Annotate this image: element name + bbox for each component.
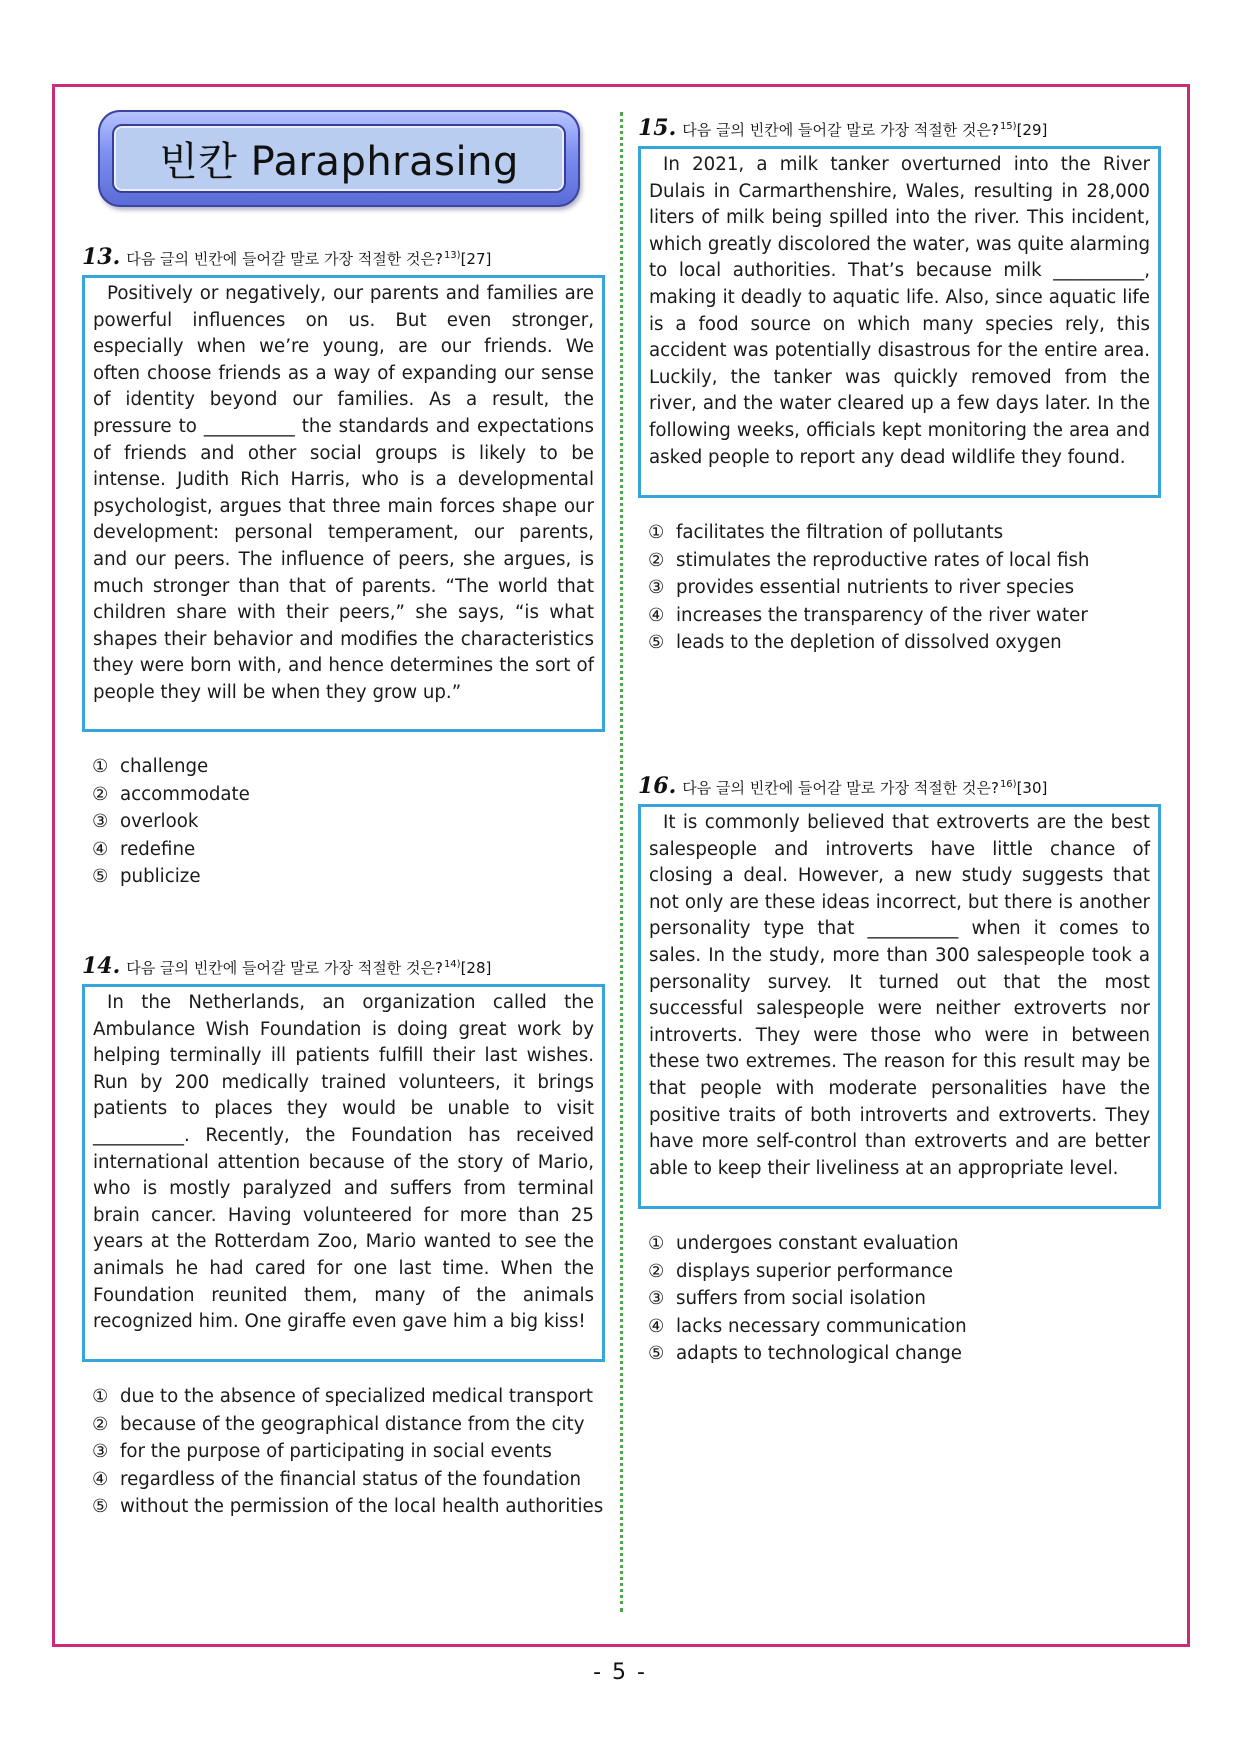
choice-text: without the permission of the local health authorities [120, 1496, 604, 1518]
answer-choice[interactable] [92, 753, 605, 781]
choice-text: undergoes constant evaluation [676, 1233, 959, 1254]
choice-marker: ④ [648, 604, 665, 626]
answer-choice[interactable] [92, 1383, 605, 1411]
question-13-choices [92, 753, 605, 891]
answer-choice[interactable] [648, 1258, 1161, 1286]
question-source: [29] [1016, 121, 1048, 139]
choice-marker: ③ [92, 811, 109, 833]
answer-choice[interactable] [92, 1411, 605, 1439]
question-source: [27] [460, 250, 492, 268]
choice-marker: ④ [92, 838, 109, 860]
answer-choice[interactable] [648, 629, 1161, 657]
question-number: 14. [82, 953, 121, 979]
choice-text: provides essential nutrients to river species [676, 577, 1075, 599]
answer-choice[interactable] [92, 1438, 605, 1466]
section-title: 빈칸 Paraphrasing [159, 139, 519, 185]
choice-text: facilitates the filtration of pollutants [676, 522, 1004, 543]
answer-choice[interactable] [92, 863, 605, 891]
answer-choice[interactable] [92, 836, 605, 864]
choice-marker: ⑤ [648, 1343, 665, 1365]
choice-text: because of the geographical distance from the city [120, 1413, 585, 1435]
choice-text: suffers from social isolation [676, 1288, 926, 1310]
section-banner [98, 110, 580, 207]
answer-choice[interactable] [92, 808, 605, 836]
question-prompt: 다음 글의 빈칸에 들어갈 말로 가장 적절한 것은?$^{14)}$[28] [126, 959, 492, 977]
question-source: [28] [460, 959, 492, 977]
question-14-passage: In the Netherlands, an organization called the Ambulance Wish Foundation is doing great work by helping terminally ill patients fulfill their last wishes. Run by 200 medically trained volunteers, it brings patients to places they would be unable to visit __________. Recently, the Foundation has received international attention because of the story of Mario, who is mostly paralyzed and suffers from terminal brain cancer. Having volunteered for more than 25 years at the Rotterdam Zoo, Mario wanted to see the animals he had cared for one last time. When the Foundation reunited them, many of the animals recognized him. One giraffe even gave him a big kiss! [82, 984, 605, 1362]
answer-choice[interactable] [648, 1230, 1161, 1258]
question-16-choices [648, 1230, 1161, 1368]
choice-marker: ③ [648, 577, 665, 599]
choice-text: publicize [120, 866, 201, 888]
choice-text: for the purpose of participating in social events [120, 1441, 552, 1463]
choice-marker: ③ [648, 1288, 665, 1310]
choice-text: challenge [120, 756, 209, 777]
footnote-ref: 15) [999, 121, 1017, 132]
choice-marker: ① [92, 1386, 109, 1407]
choice-marker: ② [92, 783, 109, 805]
choice-text: lacks necessary communication [676, 1315, 967, 1337]
question-16-header [638, 773, 1047, 799]
question-prompt: 다음 글의 빈칸에 들어갈 말로 가장 적절한 것은?$^{16)}$[30] [682, 779, 1048, 797]
choice-marker: ⑤ [648, 632, 665, 654]
question-source: [30] [1016, 779, 1048, 797]
answer-choice[interactable] [648, 602, 1161, 630]
choice-text: leads to the depletion of dissolved oxygen [676, 632, 1062, 654]
choice-marker: ⑤ [92, 866, 109, 888]
question-prompt: 다음 글의 빈칸에 들어갈 말로 가장 적절한 것은?$^{13)}$[27] [126, 250, 492, 268]
answer-choice[interactable] [648, 574, 1161, 602]
question-13-header [82, 244, 491, 270]
choice-marker: ① [648, 522, 665, 543]
column-divider [620, 112, 623, 1612]
question-15-header [638, 115, 1047, 141]
question-14-choices [92, 1383, 605, 1521]
choice-marker: ④ [92, 1468, 109, 1490]
choice-marker: ① [92, 756, 109, 777]
footnote-ref: 14) [443, 959, 461, 970]
answer-choice[interactable] [648, 1340, 1161, 1368]
choice-text: accommodate [120, 783, 250, 805]
choice-marker: ⑤ [92, 1496, 109, 1518]
question-13-passage: Positively or negatively, our parents and families are powerful influences on us. But even stronger, especially when we’re young, are our friends. We often choose friends as a way of expanding our sense of identity beyond our families. As a result, the pressure to __________ the standards and expectations of friends and other social groups is likely to be intense. Judith Rich Harris, who is a developmental psychologist, argues that three main forces shape our development: personal temperament, our parents, and our peers. The influence of peers, she argues, is much stronger than that of parents. “The world that children share with their peers,” she says, “is what shapes their behavior and modifies the characteristics they were born with, and hence determines the sort of people they will be when they grow up.” [82, 275, 605, 732]
footnote-ref: 16) [999, 779, 1017, 790]
choice-text: displays superior performance [676, 1260, 953, 1282]
choice-text: redefine [120, 838, 196, 860]
answer-choice[interactable] [92, 781, 605, 809]
answer-choice[interactable] [648, 1313, 1161, 1341]
answer-choice[interactable] [648, 519, 1161, 547]
choice-marker: ① [648, 1233, 665, 1254]
question-14-header [82, 953, 491, 979]
question-number: 15. [638, 115, 677, 141]
question-15-passage: In 2021, a milk tanker overturned into the River Dulais in Carmarthenshire, Wales, resulting in 28,000 liters of milk being spilled into the river. This incident, which greatly discolored the water, was quite alarming to local authorities. That’s because milk __________, making it deadly to aquatic life. Also, since aquatic life is a food source on which many species rely, this accident was potentially disastrous for the entire area. Luckily, the tanker was quickly removed from the river, and the water cleared up a few days later. In the following weeks, officials kept monitoring the area and asked people to report any dead wildlife they found. [638, 146, 1161, 498]
footnote-ref: 13) [443, 250, 461, 261]
choice-marker: ② [648, 549, 665, 571]
choice-text: stimulates the reproductive rates of local fish [676, 549, 1090, 571]
choice-marker: ② [92, 1413, 109, 1435]
choice-text: overlook [120, 811, 199, 833]
page-number: - 5 - [593, 1660, 647, 1685]
answer-choice[interactable] [92, 1493, 605, 1521]
answer-choice[interactable] [648, 547, 1161, 575]
section-banner-inner [112, 124, 566, 193]
question-16-passage: It is commonly believed that extroverts are the best salespeople and introverts have little chance of closing a deal. However, a new study suggests that not only are these ideas incorrect, but there is another personality type that __________ when it comes to sales. In the study, more than 300 salespeople took a personality survey. It turned out that the most successful salespeople were neither extroverts nor introverts. They were those who were in between these two extremes. The reason for this result may be that people with moderate personalities have the positive traits of both introverts and extroverts. They have more self-control than extroverts and are better able to keep their liveliness at an appropriate level. [638, 804, 1161, 1209]
question-number: 13. [82, 244, 121, 270]
choice-text: adapts to technological change [676, 1343, 963, 1365]
choice-marker: ② [648, 1260, 665, 1282]
answer-choice[interactable] [648, 1285, 1161, 1313]
choice-marker: ③ [92, 1441, 109, 1463]
answer-choice[interactable] [92, 1466, 605, 1494]
choice-text: regardless of the financial status of the foundation [120, 1468, 581, 1490]
question-15-choices [648, 519, 1161, 657]
choice-text: due to the absence of specialized medical transport [120, 1386, 593, 1407]
question-number: 16. [638, 773, 677, 799]
choice-text: increases the transparency of the river water [676, 604, 1088, 626]
question-prompt: 다음 글의 빈칸에 들어갈 말로 가장 적절한 것은?$^{15)}$[29] [682, 121, 1048, 139]
choice-marker: ④ [648, 1315, 665, 1337]
